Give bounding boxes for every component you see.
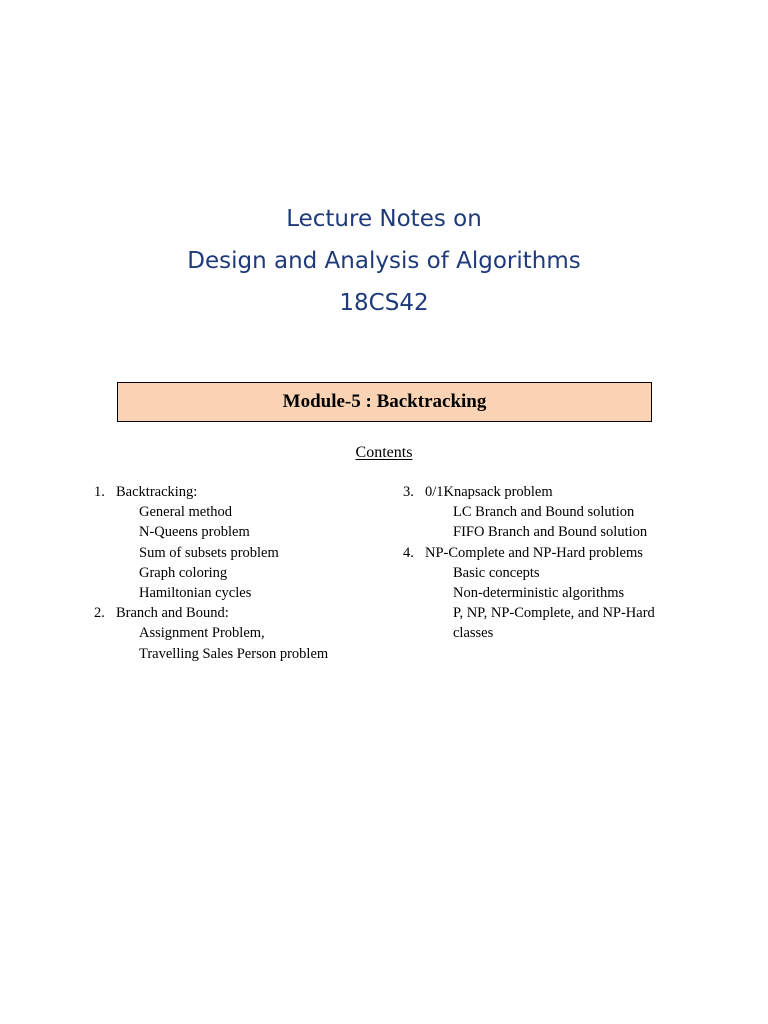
topic-number: 4.: [403, 544, 414, 561]
title-line-lecture-notes: Lecture Notes on: [286, 206, 482, 232]
title-line-course-code: 18CS42: [339, 290, 429, 316]
subtopic-item: Basic concepts: [453, 564, 540, 581]
topic-number: 1.: [94, 484, 105, 500]
contents-heading: Contents: [355, 444, 413, 461]
subtopic-item: N-Queens problem: [139, 524, 250, 541]
subtopic-item: Non-deterministic algorithms: [453, 585, 625, 602]
subtopic-item: Hamiltonian cycles: [139, 585, 252, 602]
subtopic-item: P, NP, NP-Complete, and NP-Hard: [453, 605, 655, 622]
topic-heading: [403, 482, 703, 502]
subtopic-item: Travelling Sales Person problem: [139, 645, 329, 662]
topic-title: Branch and Bound:: [116, 605, 229, 622]
topic-heading: [94, 482, 374, 502]
module-banner: [117, 382, 652, 422]
topic-heading: [94, 603, 374, 623]
contents-column-right: [403, 482, 703, 644]
subtopic-item: Graph coloring: [139, 564, 228, 581]
module-title: Module-5 : Backtracking: [282, 391, 487, 412]
topic-title: Backtracking:: [116, 484, 198, 500]
subtopic-item: LC Branch and Bound solution: [453, 504, 635, 521]
subtopic-item: General method: [139, 504, 233, 521]
subtopic-item: Assignment Problem,: [139, 625, 265, 642]
topic-number: 2.: [94, 605, 105, 622]
document-title: [0, 198, 768, 324]
topic-title: 0/1Knapsack problem: [425, 484, 553, 500]
title-line-course-name: Design and Analysis of Algorithms: [187, 248, 581, 274]
topic-number: 3.: [403, 484, 414, 500]
subtopic-item: FIFO Branch and Bound solution: [453, 524, 648, 541]
subtopic-item: classes: [453, 625, 494, 642]
topic-title: NP-Complete and NP-Hard problems: [425, 544, 643, 561]
topic-heading: [403, 543, 703, 563]
contents-column-left: [94, 482, 374, 664]
subtopic-item: Sum of subsets problem: [139, 544, 279, 561]
